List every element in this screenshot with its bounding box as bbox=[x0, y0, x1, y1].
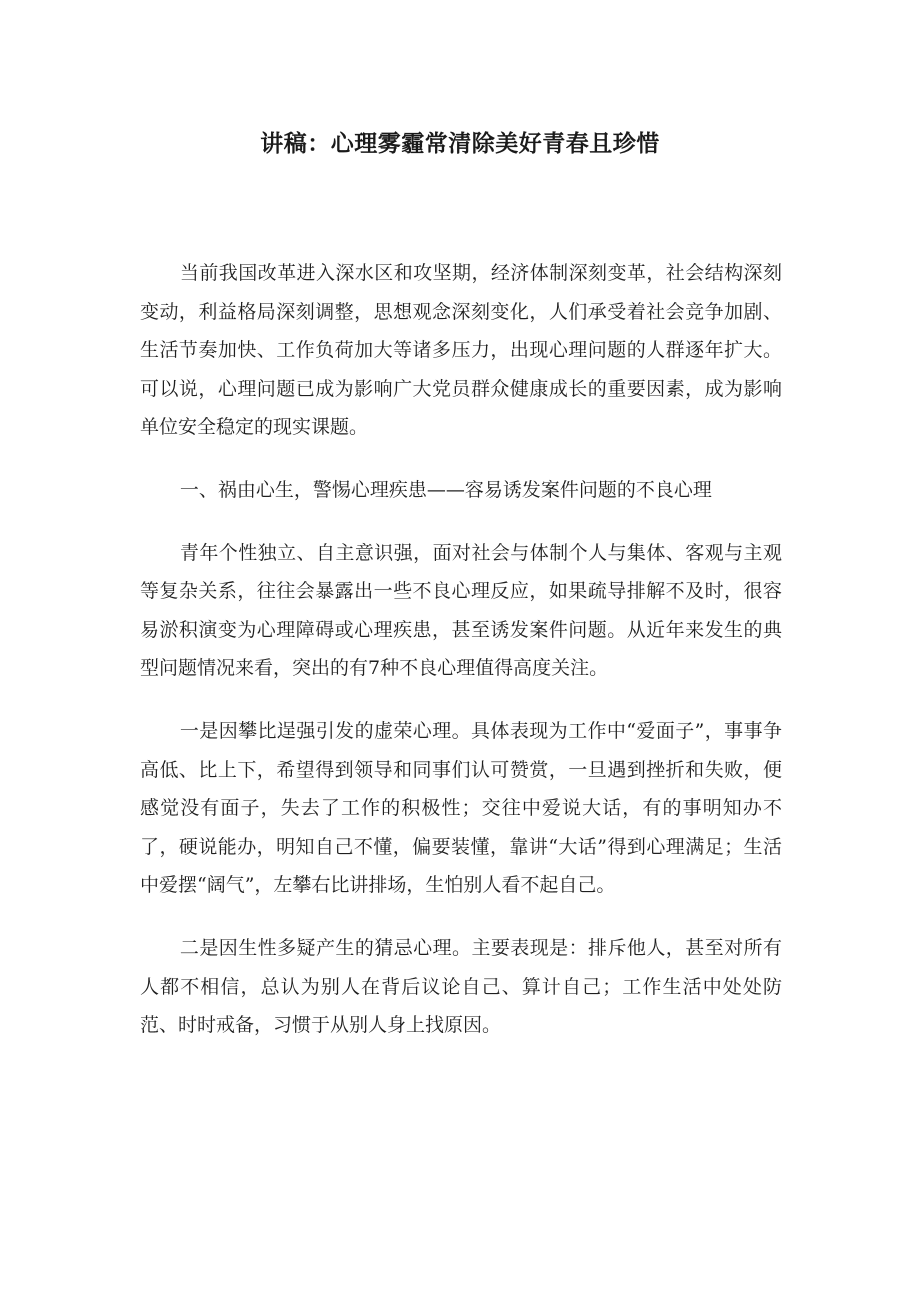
vanity-paragraph: 一是因攀比逞强引发的虚荣心理。具体表现为工作中“爱面子”，事事争高低、比上下，希望得到领导和同事们认可赞赏，一旦遇到挫折和失败，便感觉没有面子，失去了工作的积极性；交往中爱说大话，有的事明知办不了，硬说能办，明知自己不懂，偏要装懂，靠讲“大话”得到心理满足；生活中爱摆“阔气”，左攀右比讲排场，生怕别人看不起自己。 bbox=[140, 719, 782, 897]
document-body bbox=[140, 254, 782, 1045]
suspicion-paragraph: 二是因生性多疑产生的猜忌心理。主要表现是：排斥他人，甚至对所有人都不相信，总认为别人在背后议论自己、算计自己；工作生活中处处防范、时时戒备，习惯于从别人身上找原因。 bbox=[140, 936, 782, 1037]
section-heading: 一、祸由心生，警惕心理疾患——容易诱发案件问题的不良心理 bbox=[179, 478, 712, 501]
intro-paragraph: 当前我国改革进入深水区和攻坚期，经济体制深刻变革，社会结构深刻变动，利益格局深刻调整，思想观念深刻变化，人们承受着社会竞争加剧、生活节奏加快、工作负荷加大等诸多压力，出现心理问题的人群逐年扩大。可以说，心理问题已成为影响广大党员群众健康成长的重要因素，成为影响单位安全稳定的现实课题。 bbox=[140, 262, 782, 439]
section-paragraph: 青年个性独立、自主意识强，面对社会与体制个人与集体、客观与主观等复杂关系，往往会暴露出一些不良心理反应，如果疏导排解不及时，很容易淤积演变为心理障碍或心理疾患，甚至诱发案件问题。从近年来发生的典型问题情况来看，突出的有7种不良心理值得高度关注。 bbox=[140, 541, 782, 680]
document-title: 讲稿：心理雾霾常清除美好青春且珍惜 bbox=[260, 131, 660, 157]
